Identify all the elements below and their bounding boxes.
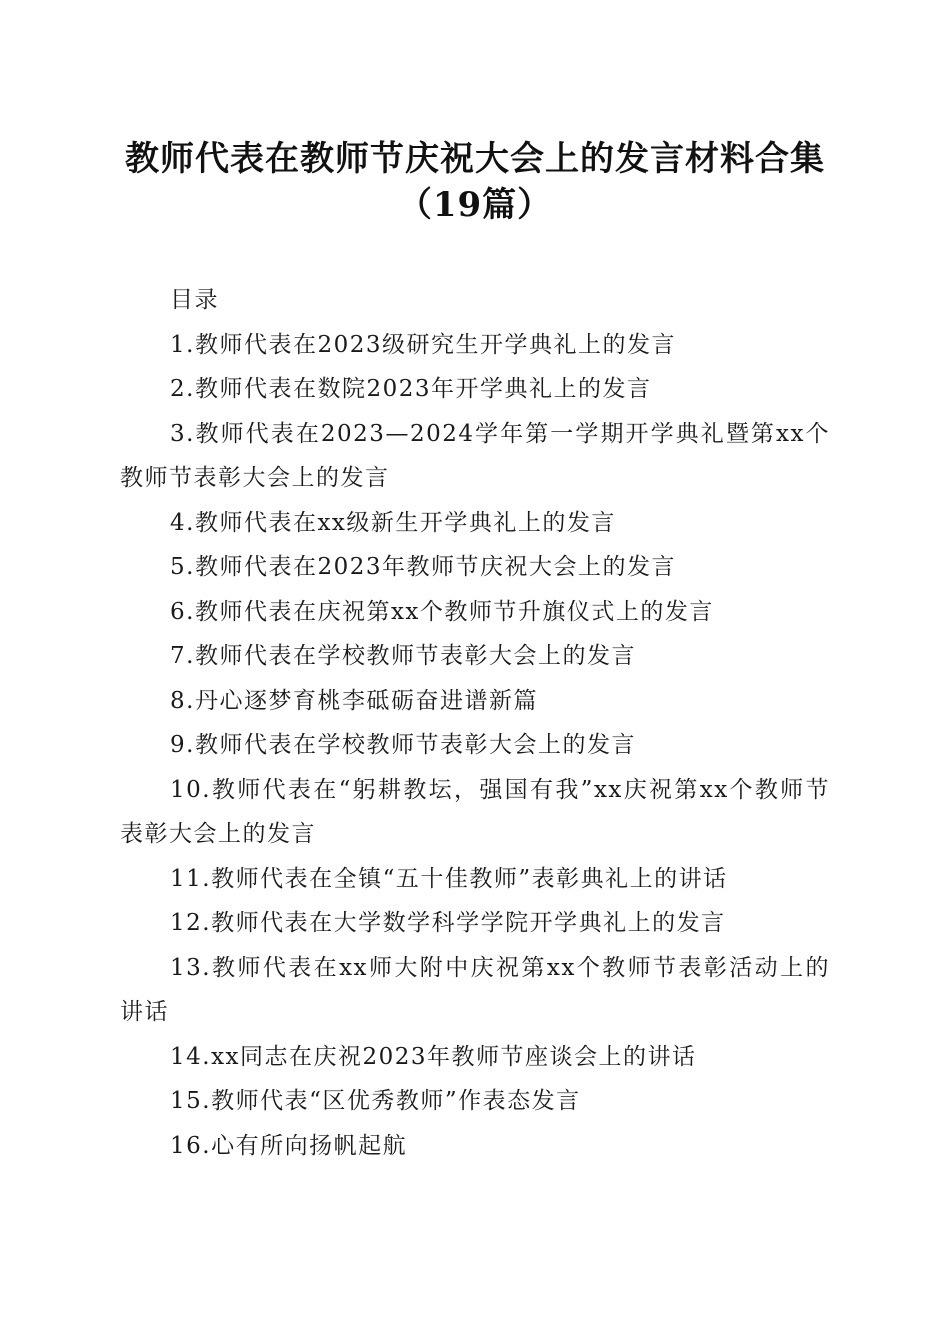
toc-item-14: 14.xx同志在庆祝2023年教师节座谈会上的讲话	[170, 1043, 697, 1070]
toc-item-1: 1.教师代表在2023级研究生开学典礼上的发言	[170, 331, 676, 358]
title-line-1: 教师代表在教师节庆祝大会上的发言材料合集	[125, 139, 825, 179]
toc-item-10: 10.教师代表在“躬耕教坛，强国有我”xx庆祝第xx个教师节表彰大会上的发言	[120, 776, 830, 847]
toc-item-3: 3.教师代表在2023—2024学年第一学期开学典礼暨第xx个教师节表彰大会上的发言	[120, 420, 830, 491]
toc-item-11: 11.教师代表在全镇“五十佳教师”表彰典礼上的讲话	[170, 865, 728, 892]
toc-item-12: 12.教师代表在大学数学科学学院开学典礼上的发言	[170, 910, 726, 936]
table-of-contents	[120, 278, 830, 1168]
title-line-2: （19篇）	[397, 185, 553, 225]
toc-heading: 目录	[170, 287, 219, 313]
toc-item-9: 9.教师代表在学校教师节表彰大会上的发言	[170, 732, 636, 758]
toc-item-16: 16.心有所向扬帆起航	[170, 1132, 408, 1159]
toc-item-15: 15.教师代表“区优秀教师”作表态发言	[170, 1088, 581, 1114]
toc-item-8: 8.丹心逐梦育桃李砥砺奋进谱新篇	[170, 687, 538, 714]
toc-item-13: 13.教师代表在xx师大附中庆祝第xx个教师节表彰活动上的讲话	[120, 954, 830, 1025]
toc-item-2: 2.教师代表在数院2023年开学典礼上的发言	[170, 376, 652, 402]
toc-item-7: 7.教师代表在学校教师节表彰大会上的发言	[170, 643, 636, 669]
toc-item-4: 4.教师代表在xx级新生开学典礼上的发言	[170, 509, 616, 536]
document-title	[60, 136, 890, 228]
toc-item-5: 5.教师代表在2023年教师节庆祝大会上的发言	[170, 554, 676, 580]
toc-item-6: 6.教师代表在庆祝第xx个教师节升旗仪式上的发言	[170, 598, 714, 625]
